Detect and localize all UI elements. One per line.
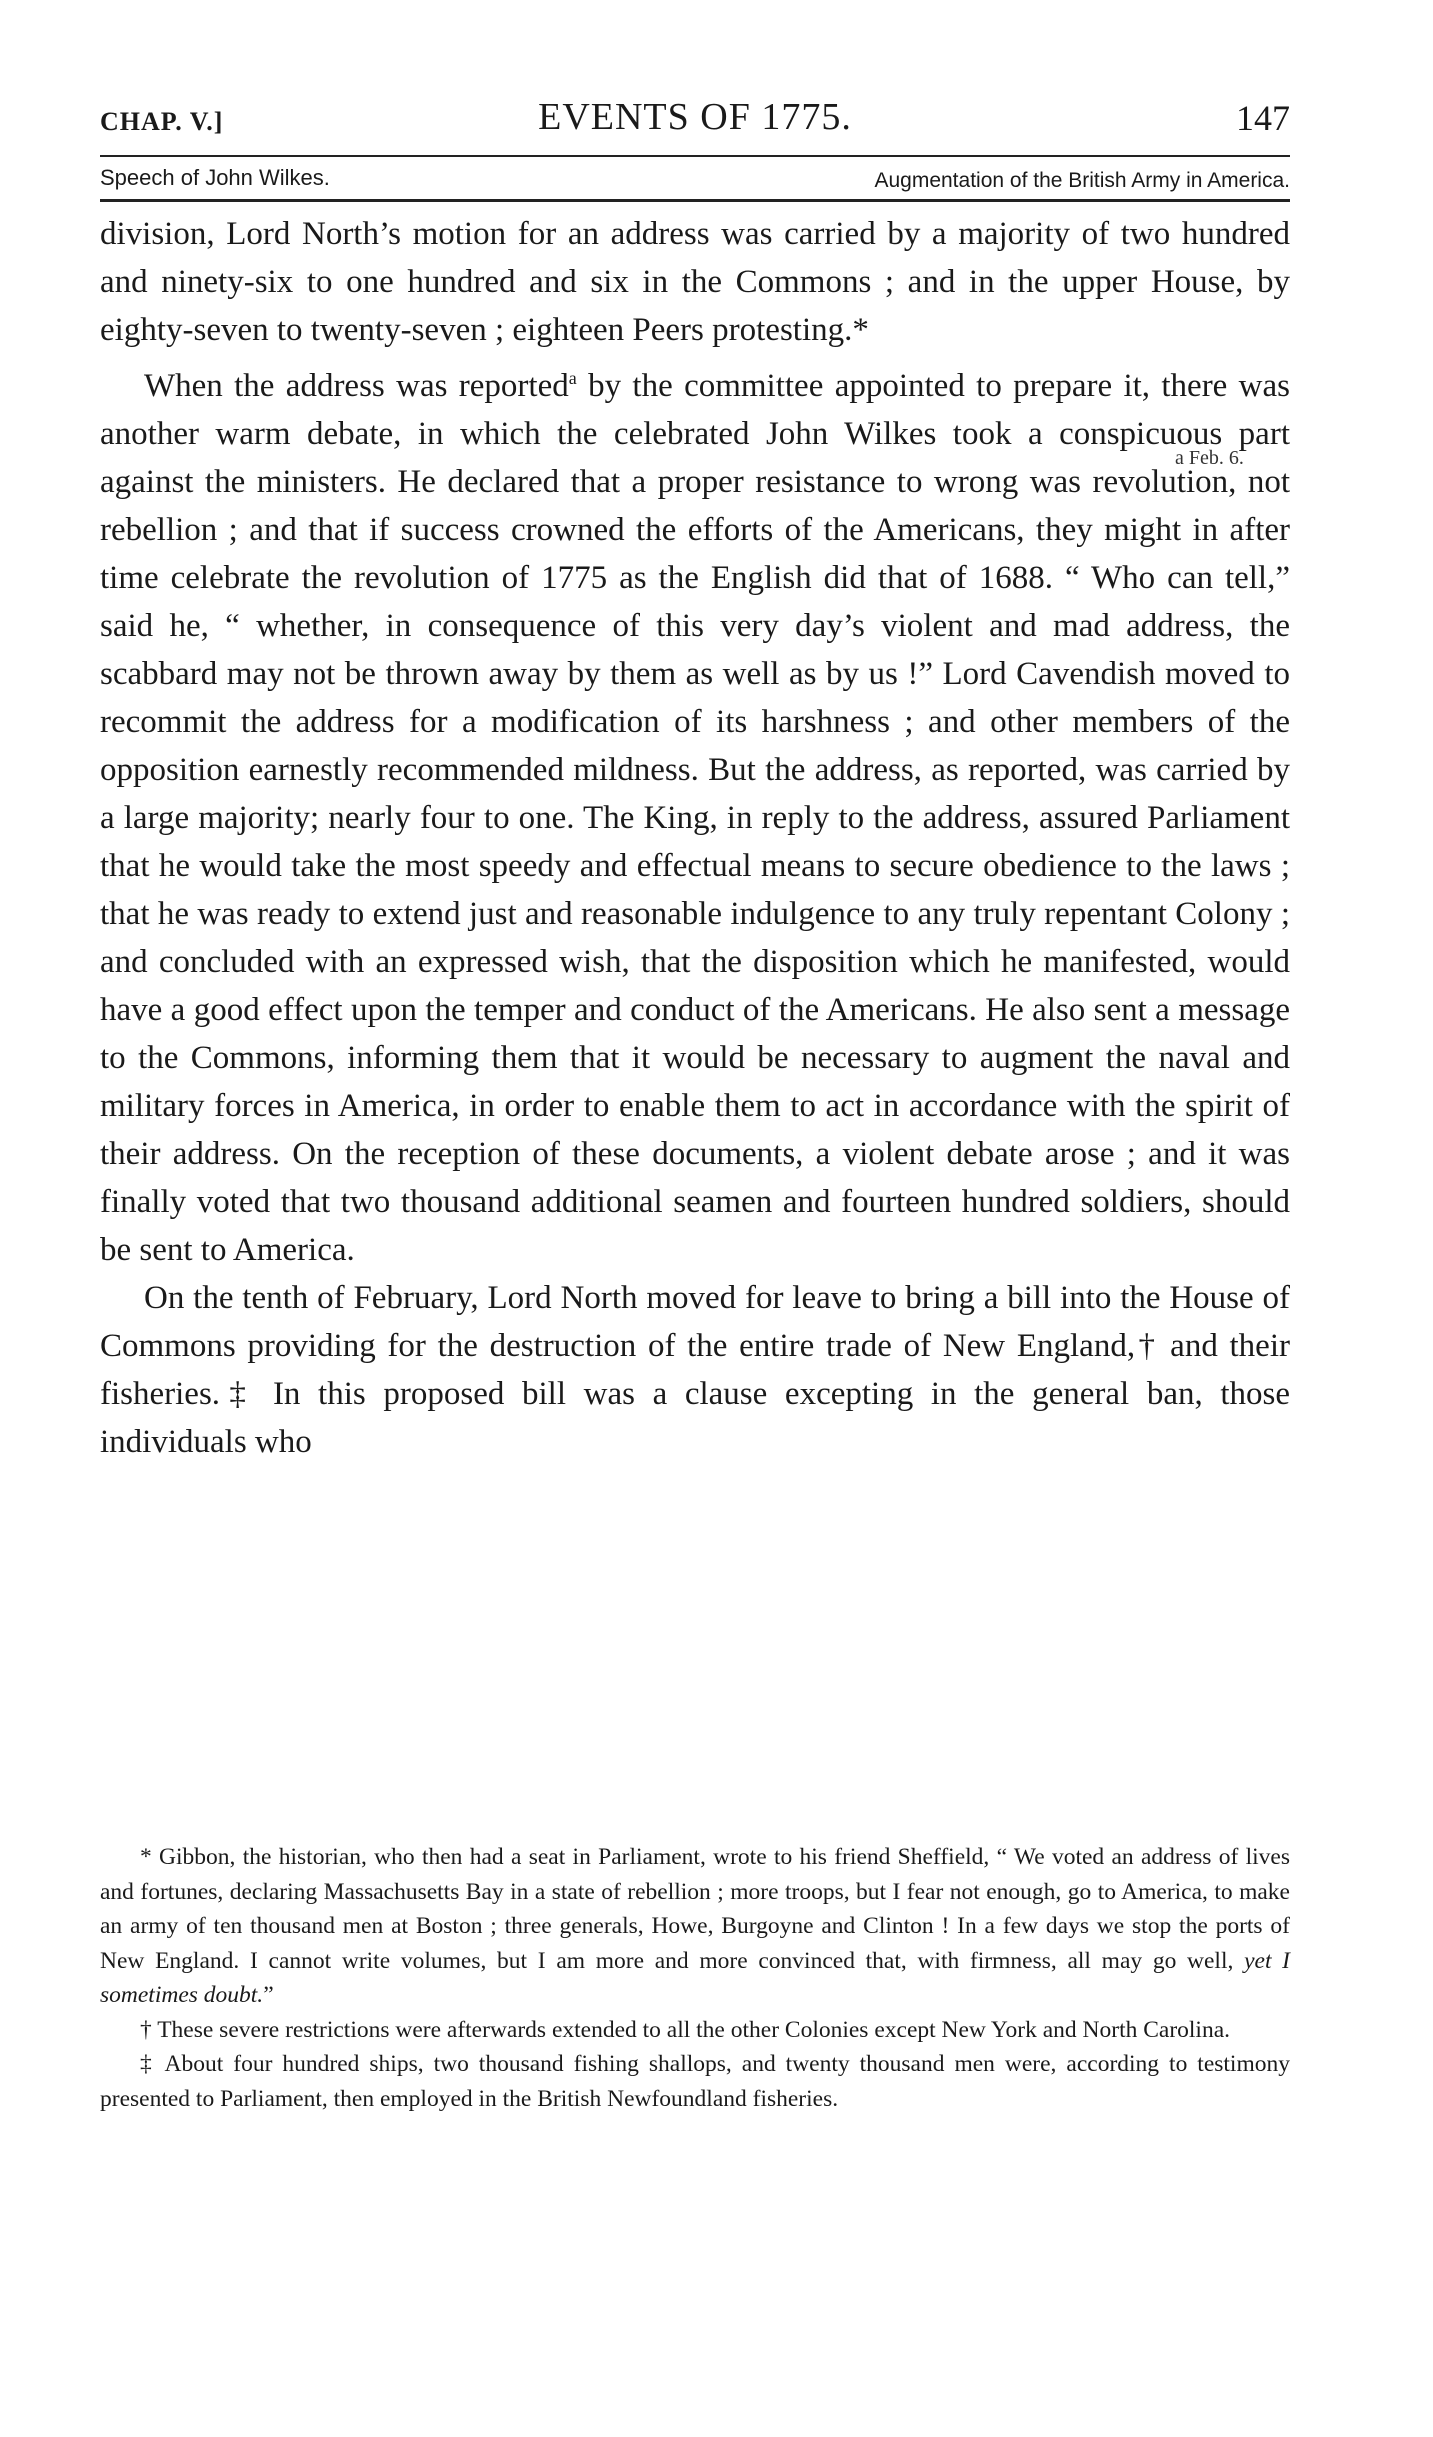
paragraph-1: division, Lord North’s motion for an address was carried by a majority of two hundred and ninety-six to one hundred and six in the Commons ; and in the upper House, by eighty-seven to twenty-seven ; eighteen Peers protesting.* (100, 216, 1290, 348)
book-page (100, 95, 1291, 2112)
footnote-1-italic: yet I sometimes doubt. (100, 1947, 1291, 2008)
marginal-date-note: a Feb. 6. (1175, 447, 1244, 469)
footnote-2: † These severe restrictions were afterwards extended to all the other Colonies except New York and North Carolina. (140, 2016, 1231, 2043)
paragraph-2 (100, 354, 1290, 1274)
paragraph-2-rest: by the committee appointed to prepare it, there was another warm debate, in which the celebrated John Wilkes took a conspicuous part against the ministers. He declared that a proper resistance to wrong was revolution, not rebellion ; and that if success crowned the efforts of the Americans, they might in after time celebrate the revolution of 1775 as the English did that of 1688. “ Who can tell,” said he, “ whether, in consequence of this very day’s violent and mad address, the scabbard may not be thrown away by them as well as by us !” Lord Cavendish moved to recommit the address for a modification of its harshness ; and other members of the opposition earnestly recommended mildness. But the address, as reported, was carried by a large majority; nearly four to one. The King, in reply to the address, assured Parliament that he would take the most speedy and effectual means to secure obedience to the laws ; that he was ready to extend just and reasonable indulgence to any truly repentant Colony ; and concluded with an expressed wish, that the disposition which he manifested, would have a good effect upon the temper and conduct of the Americans. He also sent a message to the Commons, informing them that it would be necessary to augment the naval and military forces in America, in order to enable them to act in accordance with the spirit of their address. On the reception of these documents, a violent debate arose ; and it was finally voted that two thousand additional seamen and fourteen hundred soldiers, should be sent to America. (100, 368, 1290, 1268)
footnote-1-text: * Gibbon, the historian, who then had a seat in Parliament, wrote to his friend Sheffield, “ We voted an address of lives and fortunes, declaring Massachusetts Bay in a state of rebellion ; more troops, but I fear not enough, go to America, to make an army of ten thousand men at Boston ; three generals, Howe, Burgoyne and Clinton ! In a few days we stop the ports of New England. I cannot write volumes, but I am more and more convinced that, with firmness, all may go well, (100, 1844, 1290, 1974)
header-rule-top (100, 155, 1290, 157)
footnote-1-close: ” (263, 1982, 274, 2008)
paragraph-3: On the tenth of February, Lord North moved for leave to bring a bill into the House of Commons providing for the destruction of the entire trade of New England,† and their fisheries.‡ In this proposed bill was a clause excepting in the general ban, those individuals who (100, 1280, 1290, 1460)
body-text (100, 210, 1290, 1466)
footnotes (100, 1840, 1290, 2116)
header-rule-bottom (100, 199, 1290, 202)
footnote-3: ‡ About four hundred ships, two thousand fishing shallops, and twenty thousand men were, according to testimony presented to Parliament, then employed in the British Newfoundland fisheries. (100, 2051, 1290, 2112)
subheading-bar (100, 165, 1290, 199)
footnote-1 (100, 1840, 1290, 2013)
page-number: 147 (1236, 98, 1290, 138)
running-head (100, 95, 1290, 151)
footnote-marker-a: a (568, 368, 577, 388)
chapter-label: CHAP. V.] (100, 107, 224, 136)
page-title: EVENTS OF 1775. (538, 96, 852, 138)
subheading-right: Augmentation of the British Army in America. (874, 169, 1290, 192)
paragraph-2-start: When the address was reported (144, 368, 569, 404)
subheading-left: Speech of John Wilkes. (100, 165, 330, 190)
